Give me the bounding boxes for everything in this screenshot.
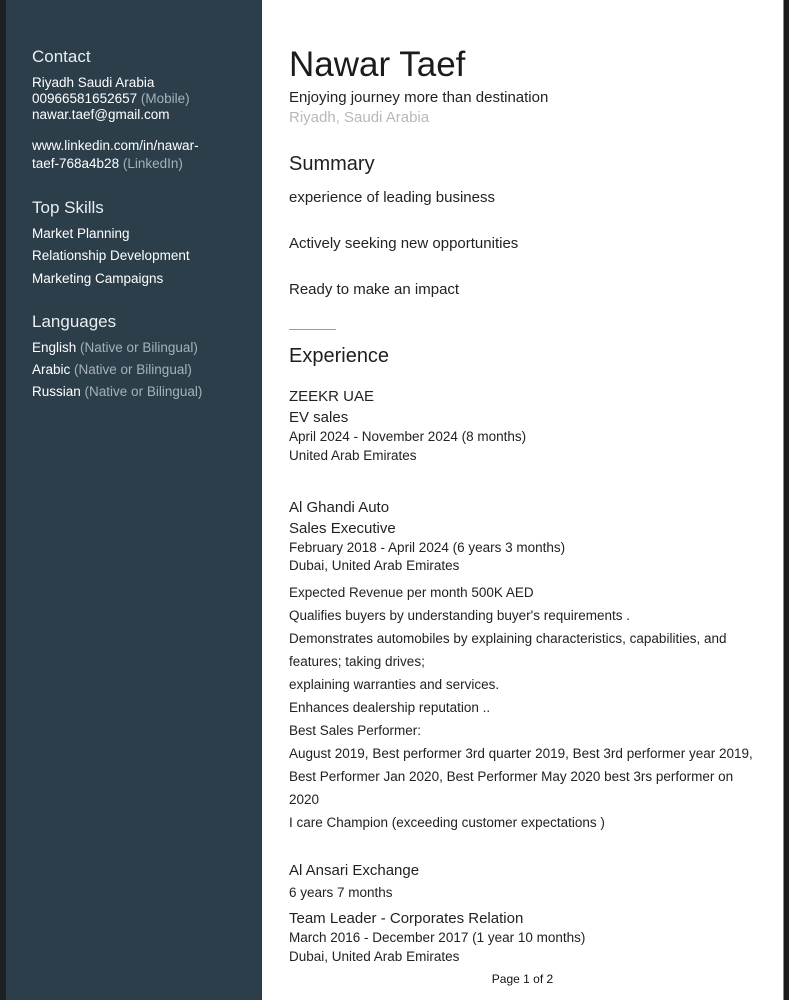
- job-title: Sales Executive: [289, 520, 396, 537]
- job-location: Dubai, United Arab Emirates: [289, 949, 460, 964]
- contact-phone: 00966581652657: [32, 91, 138, 106]
- summary-line: Actively seeking new opportunities: [289, 235, 519, 252]
- job-title: EV sales: [289, 409, 349, 426]
- job-description-line: Qualifies buyers by understanding buyer's requirements .: [289, 608, 631, 623]
- language-item: [32, 340, 198, 357]
- job-description-line: Enhances dealership reputation ..: [289, 700, 491, 715]
- language-name: Arabic: [32, 362, 71, 377]
- languages-heading: Languages: [32, 312, 117, 331]
- contact-linkedin-type: (LinkedIn): [122, 156, 183, 171]
- resume-sidebar: [6, 0, 262, 1000]
- job-description-line: features; taking drives;: [289, 654, 425, 669]
- contact-phone-type: (Mobile): [140, 91, 190, 106]
- job-description-line: Best Sales Performer:: [289, 723, 422, 738]
- job-dates: March 2016 - December 2017 (1 year 10 months): [289, 930, 586, 945]
- skill-item: Market Planning: [32, 226, 130, 241]
- resume-page: [262, 0, 783, 1000]
- language-name: Russian: [32, 384, 81, 399]
- contact-phone-line: [32, 91, 190, 108]
- job-description-line: August 2019, Best performer 3rd quarter 2019, Best 3rd performer year 2019,: [289, 746, 753, 761]
- summary-line: Ready to make an impact: [289, 281, 460, 298]
- job-description-line: explaining warranties and services.: [289, 677, 500, 692]
- job-description-line: Demonstrates automobiles by explaining characteristics, capabilities, and: [289, 631, 727, 646]
- contact-heading: Contact: [32, 47, 91, 66]
- job-company: Al Ansari Exchange: [289, 862, 420, 879]
- summary-line: experience of leading business: [289, 189, 495, 206]
- job-description-line: 2020: [289, 792, 320, 807]
- job-description-line: I care Champion (exceeding customer expectations ): [289, 815, 605, 830]
- job-company: ZEEKR UAE: [289, 388, 375, 405]
- job-dates: February 2018 - April 2024 (6 years 3 months): [289, 540, 566, 555]
- language-level: (Native or Bilingual): [74, 362, 192, 377]
- job-location: Dubai, United Arab Emirates: [289, 558, 460, 573]
- job-description-line: Expected Revenue per month 500K AED: [289, 585, 534, 600]
- job-dates: April 2024 - November 2024 (8 months): [289, 429, 527, 444]
- skill-item: Marketing Campaigns: [32, 271, 164, 286]
- section-divider: [289, 329, 336, 330]
- language-level: (Native or Bilingual): [80, 340, 198, 355]
- top-skills-heading: Top Skills: [32, 198, 104, 217]
- contact-linkedin-line: [32, 156, 183, 173]
- language-level: (Native or Bilingual): [84, 384, 203, 399]
- window-edge-right: [783, 0, 789, 1000]
- job-description-line: Best Performer Jan 2020, Best Performer May 2020 best 3rs performer on: [289, 769, 734, 784]
- contact-address: Riyadh Saudi Arabia: [32, 75, 155, 90]
- language-item: [32, 384, 202, 401]
- contact-linkedin-url-1[interactable]: www.linkedin.com/in/nawar-: [32, 138, 199, 153]
- profile-name: Nawar Taef: [289, 45, 466, 84]
- skill-item: Relationship Development: [32, 248, 190, 263]
- profile-location: Riyadh, Saudi Arabia: [289, 109, 430, 126]
- language-item: [32, 362, 192, 379]
- profile-headline: Enjoying journey more than destination: [289, 89, 549, 106]
- experience-heading: Experience: [289, 345, 390, 367]
- page-indicator: Page 1 of 2: [491, 972, 554, 986]
- job-tenure: 6 years 7 months: [289, 885, 393, 900]
- job-company: Al Ghandi Auto: [289, 499, 390, 516]
- job-location: United Arab Emirates: [289, 448, 417, 463]
- contact-email[interactable]: nawar.taef@gmail.com: [32, 107, 170, 122]
- language-name: English: [32, 340, 77, 355]
- summary-heading: Summary: [289, 153, 375, 175]
- job-title: Team Leader - Corporates Relation: [289, 910, 524, 927]
- contact-linkedin-url-2[interactable]: taef-768a4b28: [32, 156, 120, 171]
